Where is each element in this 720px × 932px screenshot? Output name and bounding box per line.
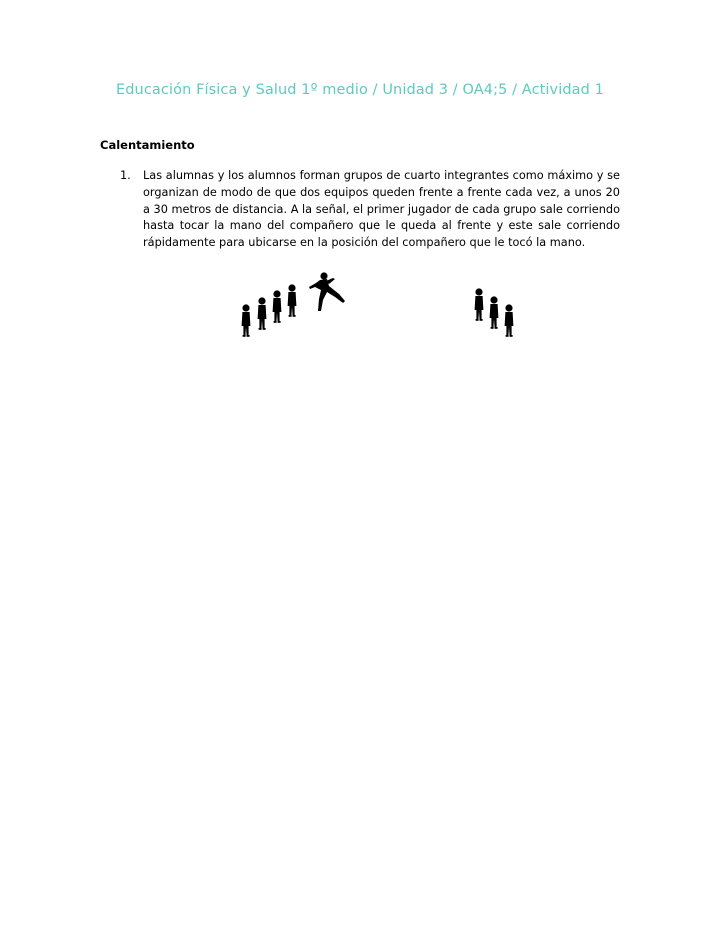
person-silhouette [242,304,251,336]
relay-illustration [235,270,525,340]
person-silhouette [273,290,282,322]
person-silhouette [490,296,499,328]
left-team [242,284,297,336]
activity-list [100,168,620,252]
list-item [100,168,620,252]
running-figure [309,272,345,311]
list-item-number: 1. [120,169,131,182]
section-heading: Calentamiento [100,138,195,152]
person-silhouette [258,297,267,329]
person-silhouette [475,288,484,320]
right-team [475,288,514,336]
page-title: Educación Física y Salud 1º medio / Unidad 3 / OA4;5 / Actividad 1 [115,82,604,98]
person-silhouette [288,284,297,316]
relay-silhouettes-svg [235,270,525,340]
list-item-text: Las alumnas y los alumnos forman grupos de cuarto integrantes como máximo y se organizan de modo de que dos equipos queden frente a frente cada vez, a unos 20 a 30 metros de distancia. A la señal, el primer jugador de cada grupo sale corriendo hasta tocar la mano del compañero que le queda al frente y este sale corriendo rápidamente para ubicarse en la posición del compañero que le tocó la mano. [143,169,620,250]
person-silhouette [505,304,514,336]
